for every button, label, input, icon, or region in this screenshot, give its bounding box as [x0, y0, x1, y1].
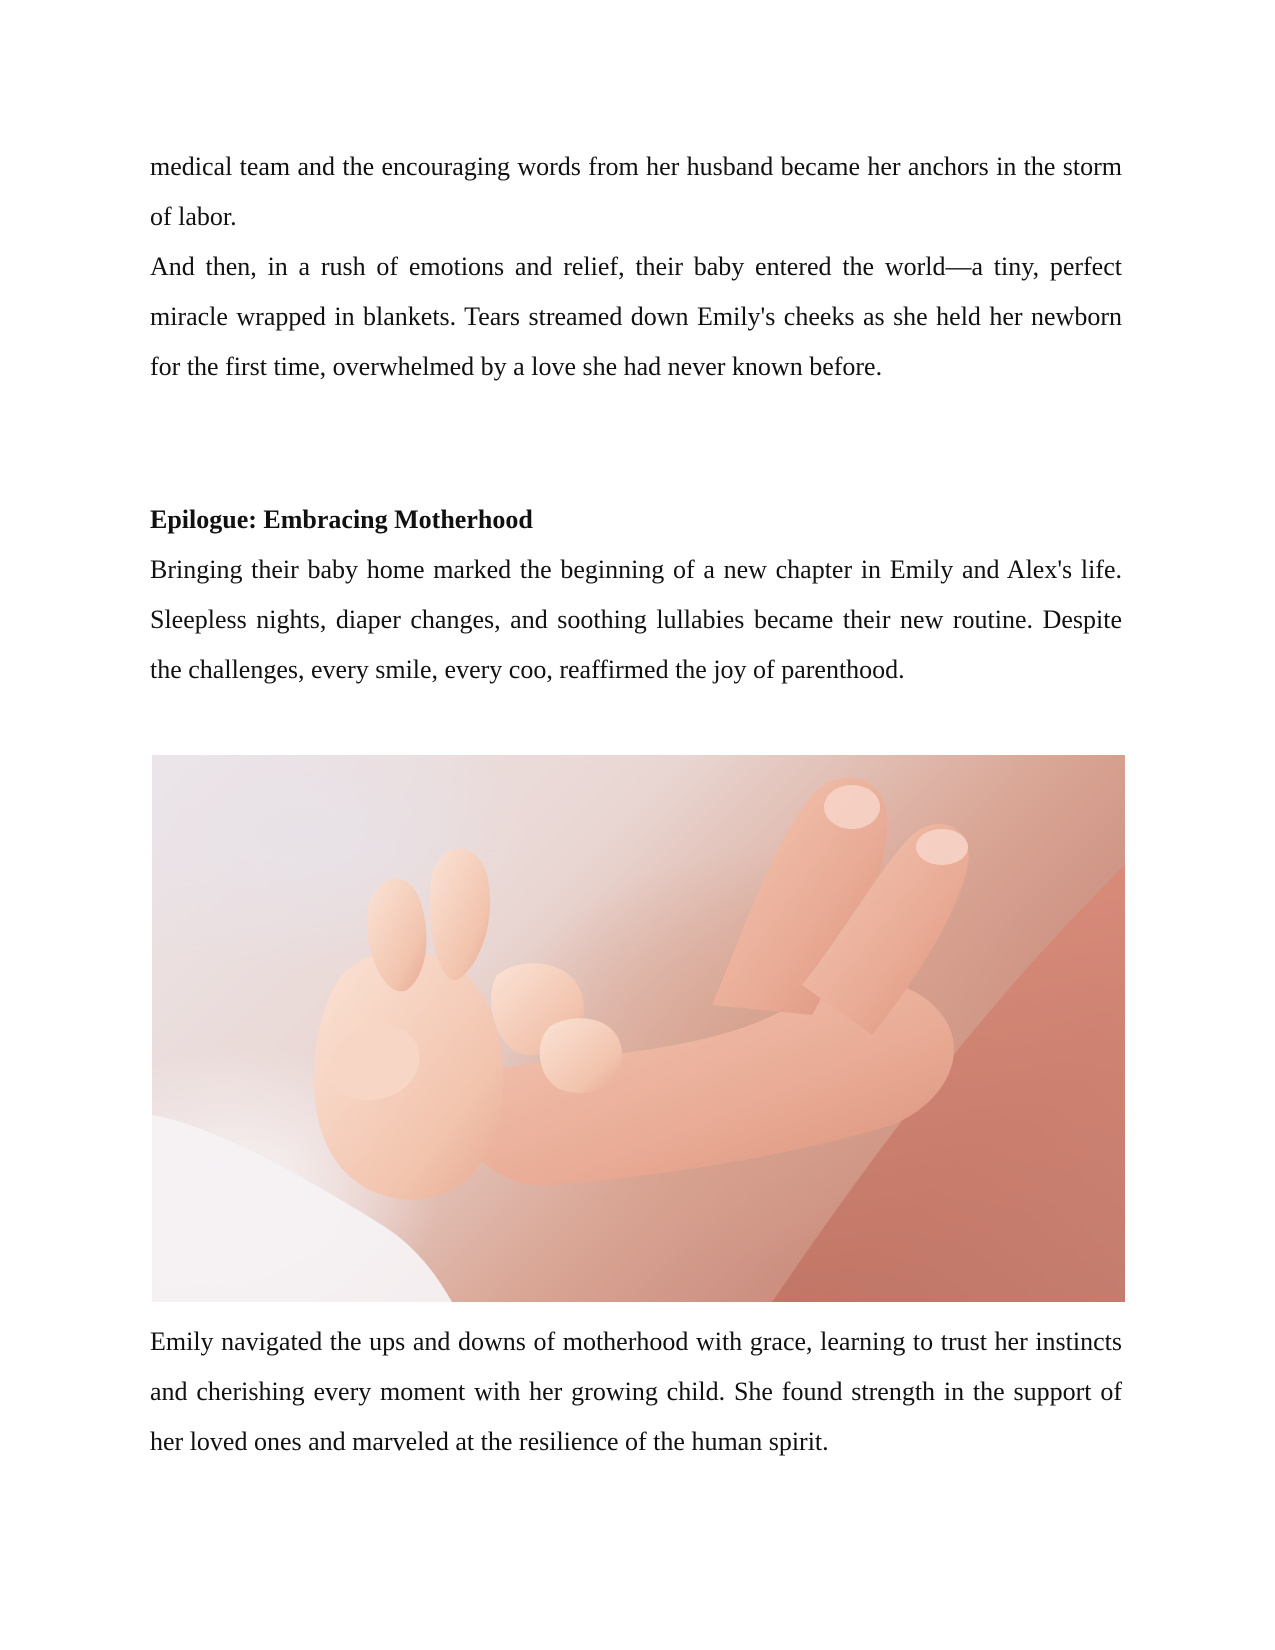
baby-hand-photo	[152, 755, 1125, 1302]
body-paragraph: And then, in a rush of emotions and relief, their baby entered the world—a tiny, perfect miracle wrapped in blankets. Tears streamed down Emily's cheeks as she held her newborn for the first time, overwhelmed by a love she had never known before.	[150, 252, 1122, 381]
body-paragraph: Emily navigated the ups and downs of motherhood with grace, learning to trust her instincts and cherishing every moment with her growing child. She found strength in the support of her loved ones and marveled at the resilience of the human spirit.	[150, 1327, 1122, 1456]
baby-hand-illustration	[152, 755, 1125, 1302]
section-heading: Epilogue: Embracing Motherhood	[150, 505, 533, 534]
body-paragraph: medical team and the encouraging words from her husband became her anchors in the storm of labor.	[150, 152, 1122, 231]
body-paragraph: Bringing their baby home marked the beginning of a new chapter in Emily and Alex's life. Sleepless nights, diaper changes, and soothing lullabies became their new routine. Despite the challenges, every smile, every coo, reaffirmed the joy of parenthood.	[150, 555, 1122, 684]
